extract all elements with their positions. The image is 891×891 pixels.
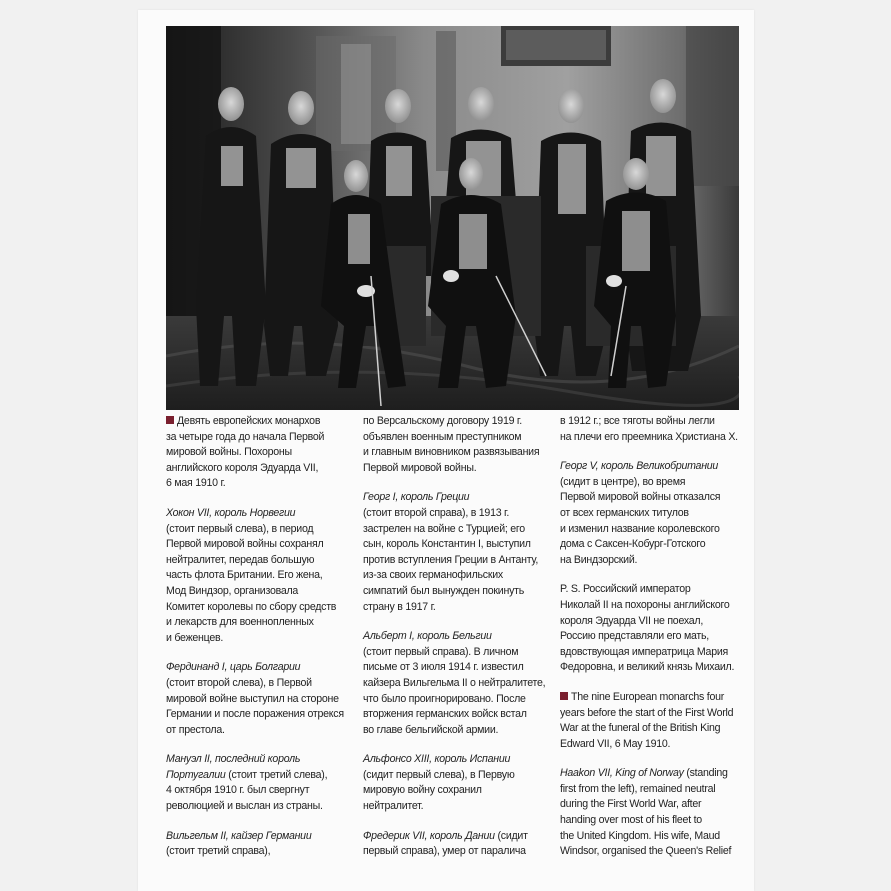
entry-haakon: Хокон VII, король Норвегии (стоит первый слева), в период Первой мировой войны сохранял нейтралитет, передав большую часть флота Британии. Его жена, Мод Виндзор, организовала Комитет королевы по сбору средств и лекарств для военнопленных и беженцев. [166,506,354,646]
entry-title: Мануэл II, последний король [166,753,301,766]
entry-frederik-continued: в 1912 г.; все тяготы войны легли на плечи его преемника Христиана X. [560,415,738,443]
entry-frederik: Фредерик VII, король Дании (сидит первый справа), умер от паралича [363,829,528,858]
entry-haakon-en: Haakon VII, King of Norway (standing first from the left), remained neutral during the First World War, after handing over most of his fleet to the United Kingdom. His wife, Maud Windsor, organised the Queen's Relief [560,767,732,858]
entry-title: Альфонсо XIII, король Испании [363,753,511,766]
postscript-nicholas: P. S. Российский император Николай II на похороны английского короля Эдуарда VII не поехал, Россию представляли его мать, вдовствующая императрица Мария Федоровна, и великий князь Михаил. [560,583,735,674]
caption-intro-en: The nine European monarchs four years before the start of the First World War at the funeral of the British King Edward VII, 6 May 1910. [560,690,734,750]
accent-square-icon [166,416,174,424]
monarchs-group-photo [166,26,739,410]
caption-intro-ru: Девять европейских монархов за четыре года до начала Первой мировой войны. Похороны английского короля Эдуарда VII, 6 мая 1910 г. [166,415,325,490]
entry-title: Альберт I, король Бельгии [363,630,492,643]
accent-square-icon [560,692,568,700]
entry-title: Георг V, король Великобритании [560,460,719,473]
entry-alfonso: Альфонсо XIII, король Испании (сидит первый слева), в Первую мировую войну сохранил нейтралитет. [363,752,551,814]
caption-column-2 [363,414,551,874]
entry-title: Фердинанд I, царь Болгарии [166,661,301,674]
entry-manuel: Мануэл II, последний король Португалии (стоит третий слева), 4 октября 1910 г. был свергнут революцией и выслан из страны. [166,752,354,814]
entry-george-v: Георг V, король Великобритании (сидит в центре), во время Первой мировой войны отказался от всех германских титулов и изменил название королевского дома с Саксен-Кобург-Готского на Виндзорский. [560,459,746,568]
entry-wilhelm: Вильгельм II, кайзер Германии (стоит третий справа), [166,829,354,860]
entry-title: Haakon VII, King of Norway [560,767,684,780]
entry-title: Фредерик VII, король Дании [363,829,495,842]
entry-title: Хокон VII, король Норвегии [166,506,296,519]
entry-ferdinand: Фердинанд I, царь Болгарии (стоит второй слева), в Первой мировой войне выступил на стороне Германии и после поражения отрекся от престола. [166,660,354,738]
entry-albert: Альберт I, король Бельгии (стоит первый справа). В личном письме от 3 июля 1914 г. известил кайзера Вильгельма II о нейтралитете, что было проигнорировано. После вторжения германских войск встал во главе бельгийской армии. [363,629,551,738]
entry-title: Вильгельм II, кайзер Германии [166,829,312,842]
entry-title: Георг I, король Греции [363,491,470,504]
caption-column-3 [560,414,746,874]
caption-column-1 [166,414,354,874]
entry-george-i: Георг I, король Греции (стоит второй справа), в 1913 г. застрелен на войне с Турцией; его сын, король Константин I, выступил против вступления Греции в Антанту, из-за своих германофильских симпатий был вынужден покинуть страну в 1917 г. [363,490,551,615]
entry-wilhelm-continued: по Версальскому договору 1919 г. объявлен военным преступником и главным виновником развязывания Первой мировой войны. [363,415,540,474]
